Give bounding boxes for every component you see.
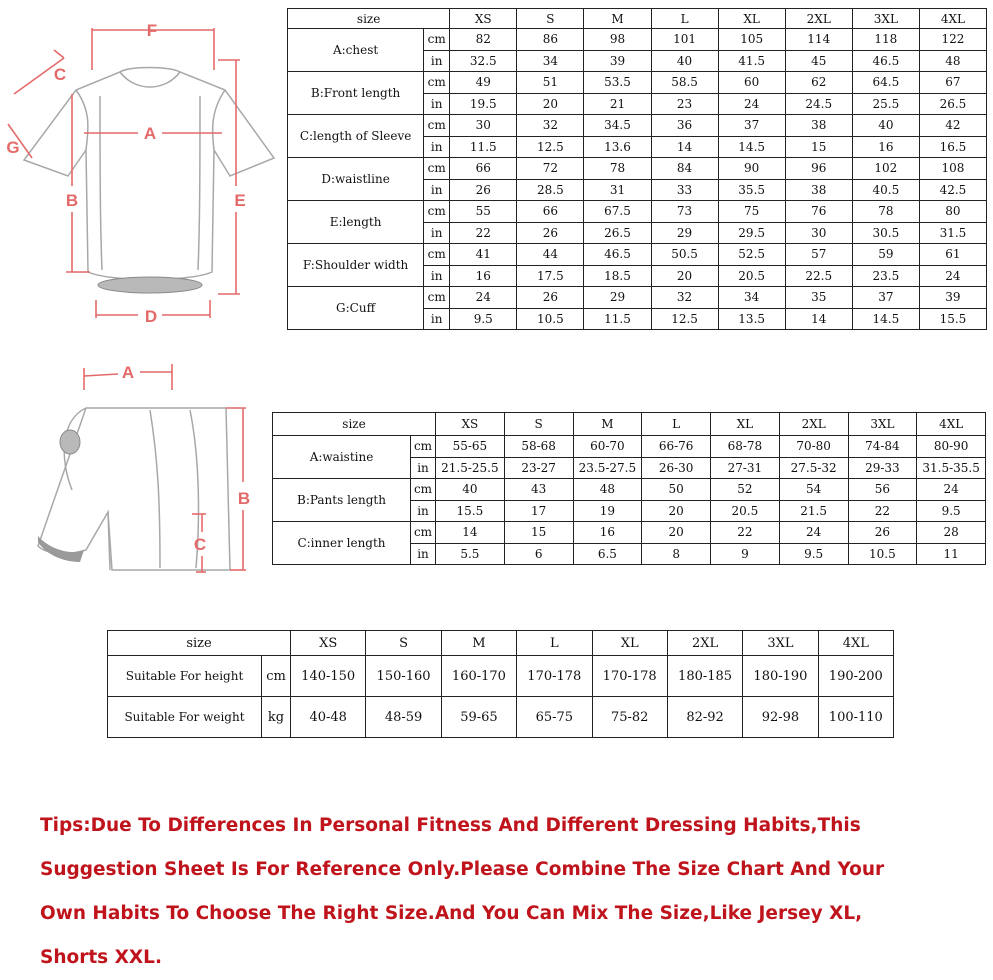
value-cell: 190-200: [818, 656, 893, 697]
value-cell: 27.5-32: [779, 457, 848, 479]
table-header-row: [108, 631, 894, 656]
value-cell: 26: [450, 179, 517, 201]
unit-cell: in: [411, 543, 436, 565]
value-cell: 52: [711, 479, 780, 501]
unit-cell: in: [424, 136, 450, 158]
value-cell: 34: [718, 287, 785, 309]
value-cell: 170-178: [592, 656, 667, 697]
value-cell: 30: [450, 115, 517, 137]
value-cell: 78: [584, 158, 651, 180]
value-cell: 57: [785, 244, 852, 266]
size-column-header: XS: [291, 631, 366, 656]
table-row: [273, 436, 986, 458]
unit-cell: in: [424, 93, 450, 115]
size-column-header: 3XL: [743, 631, 818, 656]
value-cell: 64.5: [852, 72, 919, 94]
value-cell: 48-59: [366, 697, 441, 738]
size-column-header: 3XL: [848, 413, 917, 436]
value-cell: 62: [785, 72, 852, 94]
value-cell: 9: [711, 543, 780, 565]
measurement-label: A:chest: [288, 29, 424, 72]
value-cell: 46.5: [584, 244, 651, 266]
value-cell: 52.5: [718, 244, 785, 266]
value-cell: 48: [919, 50, 986, 72]
value-cell: 41: [450, 244, 517, 266]
value-cell: 67: [919, 72, 986, 94]
value-cell: 100-110: [818, 697, 893, 738]
value-cell: 80: [919, 201, 986, 223]
table-row: [273, 522, 986, 544]
value-cell: 24: [450, 287, 517, 309]
unit-cell: cm: [424, 72, 450, 94]
unit-cell: cm: [424, 287, 450, 309]
table-row: [288, 115, 987, 137]
value-cell: 36: [651, 115, 718, 137]
label-A: A: [143, 124, 157, 143]
size-column-header: 3XL: [852, 9, 919, 29]
value-cell: 13.6: [584, 136, 651, 158]
unit-cell: in: [424, 308, 450, 330]
unit-cell: cm: [424, 29, 450, 51]
value-cell: 20.5: [718, 265, 785, 287]
shorts-size-table: [272, 412, 986, 565]
value-cell: 46.5: [852, 50, 919, 72]
value-cell: 40.5: [852, 179, 919, 201]
value-cell: 15: [504, 522, 573, 544]
size-column-header: S: [366, 631, 441, 656]
value-cell: 65-75: [517, 697, 592, 738]
value-cell: 16: [450, 265, 517, 287]
value-cell: 12.5: [517, 136, 584, 158]
value-cell: 22: [848, 500, 917, 522]
value-cell: 66: [450, 158, 517, 180]
value-cell: 58-68: [504, 436, 573, 458]
value-cell: 180-190: [743, 656, 818, 697]
value-cell: 170-178: [517, 656, 592, 697]
unit-cell: cm: [424, 201, 450, 223]
value-cell: 50.5: [651, 244, 718, 266]
size-column-header: L: [651, 9, 718, 29]
unit-cell: cm: [424, 244, 450, 266]
table-row: [288, 29, 987, 51]
tips-line: Tips:Due To Differences In Personal Fitness And Different Dressing Habits,This: [40, 815, 861, 836]
unit-cell: in: [411, 500, 436, 522]
value-cell: 38: [785, 179, 852, 201]
unit-cell: cm: [411, 522, 436, 544]
value-cell: 24.5: [785, 93, 852, 115]
value-cell: 28: [917, 522, 986, 544]
value-cell: 37: [718, 115, 785, 137]
size-column-header: XS: [450, 9, 517, 29]
value-cell: 42.5: [919, 179, 986, 201]
value-cell: 44: [517, 244, 584, 266]
tips-text: [40, 804, 970, 980]
value-cell: 34: [517, 50, 584, 72]
value-cell: 75: [718, 201, 785, 223]
value-cell: 76: [785, 201, 852, 223]
size-column-header: 4XL: [919, 9, 986, 29]
shorts-label-A: A: [121, 363, 135, 382]
shorts-diagram: [0, 350, 275, 590]
value-cell: 55: [450, 201, 517, 223]
value-cell: 14: [785, 308, 852, 330]
value-cell: 90: [718, 158, 785, 180]
size-column-header: 2XL: [779, 413, 848, 436]
value-cell: 82-92: [667, 697, 742, 738]
value-cell: 33: [651, 179, 718, 201]
value-cell: 17: [504, 500, 573, 522]
unit-cell: cm: [411, 436, 436, 458]
value-cell: 35.5: [718, 179, 785, 201]
value-cell: 6: [504, 543, 573, 565]
value-cell: 11.5: [450, 136, 517, 158]
value-cell: 37: [852, 287, 919, 309]
value-cell: 26: [517, 287, 584, 309]
value-cell: 10.5: [848, 543, 917, 565]
value-cell: 82: [450, 29, 517, 51]
jersey-diagram: [0, 0, 285, 330]
tips-line: Suggestion Sheet Is For Reference Only.Please Combine The Size Chart And Your: [40, 859, 885, 880]
value-cell: 18.5: [584, 265, 651, 287]
value-cell: 9.5: [779, 543, 848, 565]
value-cell: 32: [517, 115, 584, 137]
value-cell: 180-185: [667, 656, 742, 697]
value-cell: 41.5: [718, 50, 785, 72]
value-cell: 19: [573, 500, 642, 522]
height-weight-table-body: [108, 631, 894, 738]
value-cell: 23.5: [852, 265, 919, 287]
shorts-label-C: C: [193, 535, 207, 554]
value-cell: 38: [785, 115, 852, 137]
value-cell: 30: [785, 222, 852, 244]
label-G: G: [6, 138, 20, 157]
value-cell: 102: [852, 158, 919, 180]
value-cell: 40-48: [291, 697, 366, 738]
value-cell: 108: [919, 158, 986, 180]
value-cell: 66: [517, 201, 584, 223]
suitability-label: Suitable For height: [108, 656, 262, 697]
table-header-row: [288, 9, 987, 29]
tips-line: Shorts XXL.: [40, 947, 162, 968]
value-cell: 61: [919, 244, 986, 266]
value-cell: 14.5: [852, 308, 919, 330]
tips-line: Own Habits To Choose The Right Size.And You Can Mix The Size,Like Jersey XL,: [40, 903, 863, 924]
value-cell: 5.5: [436, 543, 505, 565]
value-cell: 43: [504, 479, 573, 501]
label-D: D: [144, 307, 158, 326]
value-cell: 45: [785, 50, 852, 72]
unit-cell: cm: [262, 656, 291, 697]
value-cell: 16: [573, 522, 642, 544]
value-cell: 29: [584, 287, 651, 309]
value-cell: 14: [436, 522, 505, 544]
size-column-header: 4XL: [818, 631, 893, 656]
unit-cell: in: [424, 265, 450, 287]
value-cell: 105: [718, 29, 785, 51]
value-cell: 28.5: [517, 179, 584, 201]
value-cell: 55-65: [436, 436, 505, 458]
unit-cell: in: [424, 50, 450, 72]
unit-cell: cm: [424, 115, 450, 137]
value-cell: 14.5: [718, 136, 785, 158]
unit-cell: in: [424, 179, 450, 201]
value-cell: 20: [642, 522, 711, 544]
size-column-header: 2XL: [667, 631, 742, 656]
value-cell: 21: [584, 93, 651, 115]
size-column-header: L: [642, 413, 711, 436]
size-column-header: 4XL: [917, 413, 986, 436]
label-E: E: [234, 191, 246, 210]
size-header: size: [288, 9, 450, 29]
value-cell: 160-170: [441, 656, 516, 697]
value-cell: 29-33: [848, 457, 917, 479]
unit-cell: cm: [411, 479, 436, 501]
value-cell: 31: [584, 179, 651, 201]
value-cell: 23-27: [504, 457, 573, 479]
table-row: [288, 72, 987, 94]
value-cell: 15: [785, 136, 852, 158]
value-cell: 22.5: [785, 265, 852, 287]
jersey-size-table: [287, 8, 987, 330]
value-cell: 51: [517, 72, 584, 94]
label-F: F: [146, 21, 158, 40]
value-cell: 73: [651, 201, 718, 223]
value-cell: 22: [450, 222, 517, 244]
size-column-header: 2XL: [785, 9, 852, 29]
value-cell: 20: [642, 500, 711, 522]
unit-cell: in: [411, 457, 436, 479]
value-cell: 60: [718, 72, 785, 94]
value-cell: 25.5: [852, 93, 919, 115]
value-cell: 14: [651, 136, 718, 158]
measurement-label: B:Front length: [288, 72, 424, 115]
table-row: [108, 656, 894, 697]
measurement-label: D:waistline: [288, 158, 424, 201]
size-column-header: XS: [436, 413, 505, 436]
size-column-header: L: [517, 631, 592, 656]
shorts-table-body: [273, 413, 986, 565]
value-cell: 86: [517, 29, 584, 51]
value-cell: 29.5: [718, 222, 785, 244]
measurement-label: E:length: [288, 201, 424, 244]
value-cell: 50: [642, 479, 711, 501]
value-cell: 48: [573, 479, 642, 501]
value-cell: 12.5: [651, 308, 718, 330]
value-cell: 60-70: [573, 436, 642, 458]
value-cell: 39: [584, 50, 651, 72]
height-weight-table: [107, 630, 894, 738]
size-column-header: XL: [718, 9, 785, 29]
size-column-header: XL: [711, 413, 780, 436]
size-header: size: [108, 631, 291, 656]
value-cell: 10.5: [517, 308, 584, 330]
value-cell: 66-76: [642, 436, 711, 458]
value-cell: 74-84: [848, 436, 917, 458]
table-row: [288, 201, 987, 223]
size-column-header: S: [517, 9, 584, 29]
value-cell: 114: [785, 29, 852, 51]
value-cell: 13.5: [718, 308, 785, 330]
value-cell: 96: [785, 158, 852, 180]
value-cell: 23: [651, 93, 718, 115]
value-cell: 68-78: [711, 436, 780, 458]
table-row: [288, 244, 987, 266]
value-cell: 58.5: [651, 72, 718, 94]
value-cell: 26.5: [584, 222, 651, 244]
table-header-row: [273, 413, 986, 436]
value-cell: 30.5: [852, 222, 919, 244]
value-cell: 21.5-25.5: [436, 457, 505, 479]
suitability-label: Suitable For weight: [108, 697, 262, 738]
value-cell: 26.5: [919, 93, 986, 115]
shorts-label-B: B: [237, 489, 251, 508]
table-row: [288, 158, 987, 180]
table-row: [288, 287, 987, 309]
measurement-label: F:Shoulder width: [288, 244, 424, 287]
value-cell: 42: [919, 115, 986, 137]
value-cell: 75-82: [592, 697, 667, 738]
value-cell: 72: [517, 158, 584, 180]
unit-cell: cm: [424, 158, 450, 180]
value-cell: 17.5: [517, 265, 584, 287]
value-cell: 31.5: [919, 222, 986, 244]
value-cell: 26: [848, 522, 917, 544]
value-cell: 15.5: [919, 308, 986, 330]
value-cell: 16: [852, 136, 919, 158]
value-cell: 32.5: [450, 50, 517, 72]
value-cell: 54: [779, 479, 848, 501]
table-row: [273, 479, 986, 501]
value-cell: 40: [436, 479, 505, 501]
value-cell: 24: [779, 522, 848, 544]
value-cell: 67.5: [584, 201, 651, 223]
table-row: [108, 697, 894, 738]
value-cell: 49: [450, 72, 517, 94]
value-cell: 34.5: [584, 115, 651, 137]
value-cell: 26-30: [642, 457, 711, 479]
value-cell: 150-160: [366, 656, 441, 697]
value-cell: 6.5: [573, 543, 642, 565]
value-cell: 24: [718, 93, 785, 115]
value-cell: 98: [584, 29, 651, 51]
value-cell: 26: [517, 222, 584, 244]
value-cell: 80-90: [917, 436, 986, 458]
size-column-header: S: [504, 413, 573, 436]
value-cell: 9.5: [917, 500, 986, 522]
value-cell: 24: [919, 265, 986, 287]
size-column-header: M: [441, 631, 516, 656]
value-cell: 9.5: [450, 308, 517, 330]
value-cell: 39: [919, 287, 986, 309]
value-cell: 11: [917, 543, 986, 565]
value-cell: 40: [852, 115, 919, 137]
value-cell: 20: [651, 265, 718, 287]
value-cell: 140-150: [291, 656, 366, 697]
measurement-label: C:length of Sleeve: [288, 115, 424, 158]
value-cell: 122: [919, 29, 986, 51]
size-header: size: [273, 413, 436, 436]
value-cell: 92-98: [743, 697, 818, 738]
value-cell: 35: [785, 287, 852, 309]
unit-cell: kg: [262, 697, 291, 738]
value-cell: 32: [651, 287, 718, 309]
value-cell: 53.5: [584, 72, 651, 94]
value-cell: 21.5: [779, 500, 848, 522]
value-cell: 23.5-27.5: [573, 457, 642, 479]
value-cell: 70-80: [779, 436, 848, 458]
value-cell: 24: [917, 479, 986, 501]
value-cell: 40: [651, 50, 718, 72]
value-cell: 22: [711, 522, 780, 544]
value-cell: 15.5: [436, 500, 505, 522]
size-column-header: M: [584, 9, 651, 29]
value-cell: 56: [848, 479, 917, 501]
value-cell: 27-31: [711, 457, 780, 479]
unit-cell: in: [424, 222, 450, 244]
value-cell: 78: [852, 201, 919, 223]
value-cell: 29: [651, 222, 718, 244]
label-C: C: [53, 65, 67, 84]
value-cell: 101: [651, 29, 718, 51]
size-column-header: M: [573, 413, 642, 436]
measurement-label: A:waistine: [273, 436, 411, 479]
measurement-label: B:Pants length: [273, 479, 411, 522]
value-cell: 11.5: [584, 308, 651, 330]
value-cell: 20: [517, 93, 584, 115]
value-cell: 59: [852, 244, 919, 266]
value-cell: 20.5: [711, 500, 780, 522]
value-cell: 31.5-35.5: [917, 457, 986, 479]
measurement-label: C:inner length: [273, 522, 411, 565]
value-cell: 19.5: [450, 93, 517, 115]
measurement-label: G:Cuff: [288, 287, 424, 330]
value-cell: 118: [852, 29, 919, 51]
value-cell: 84: [651, 158, 718, 180]
value-cell: 59-65: [441, 697, 516, 738]
label-B: B: [65, 191, 79, 210]
value-cell: 8: [642, 543, 711, 565]
jersey-table-body: [288, 9, 987, 330]
size-column-header: XL: [592, 631, 667, 656]
value-cell: 16.5: [919, 136, 986, 158]
